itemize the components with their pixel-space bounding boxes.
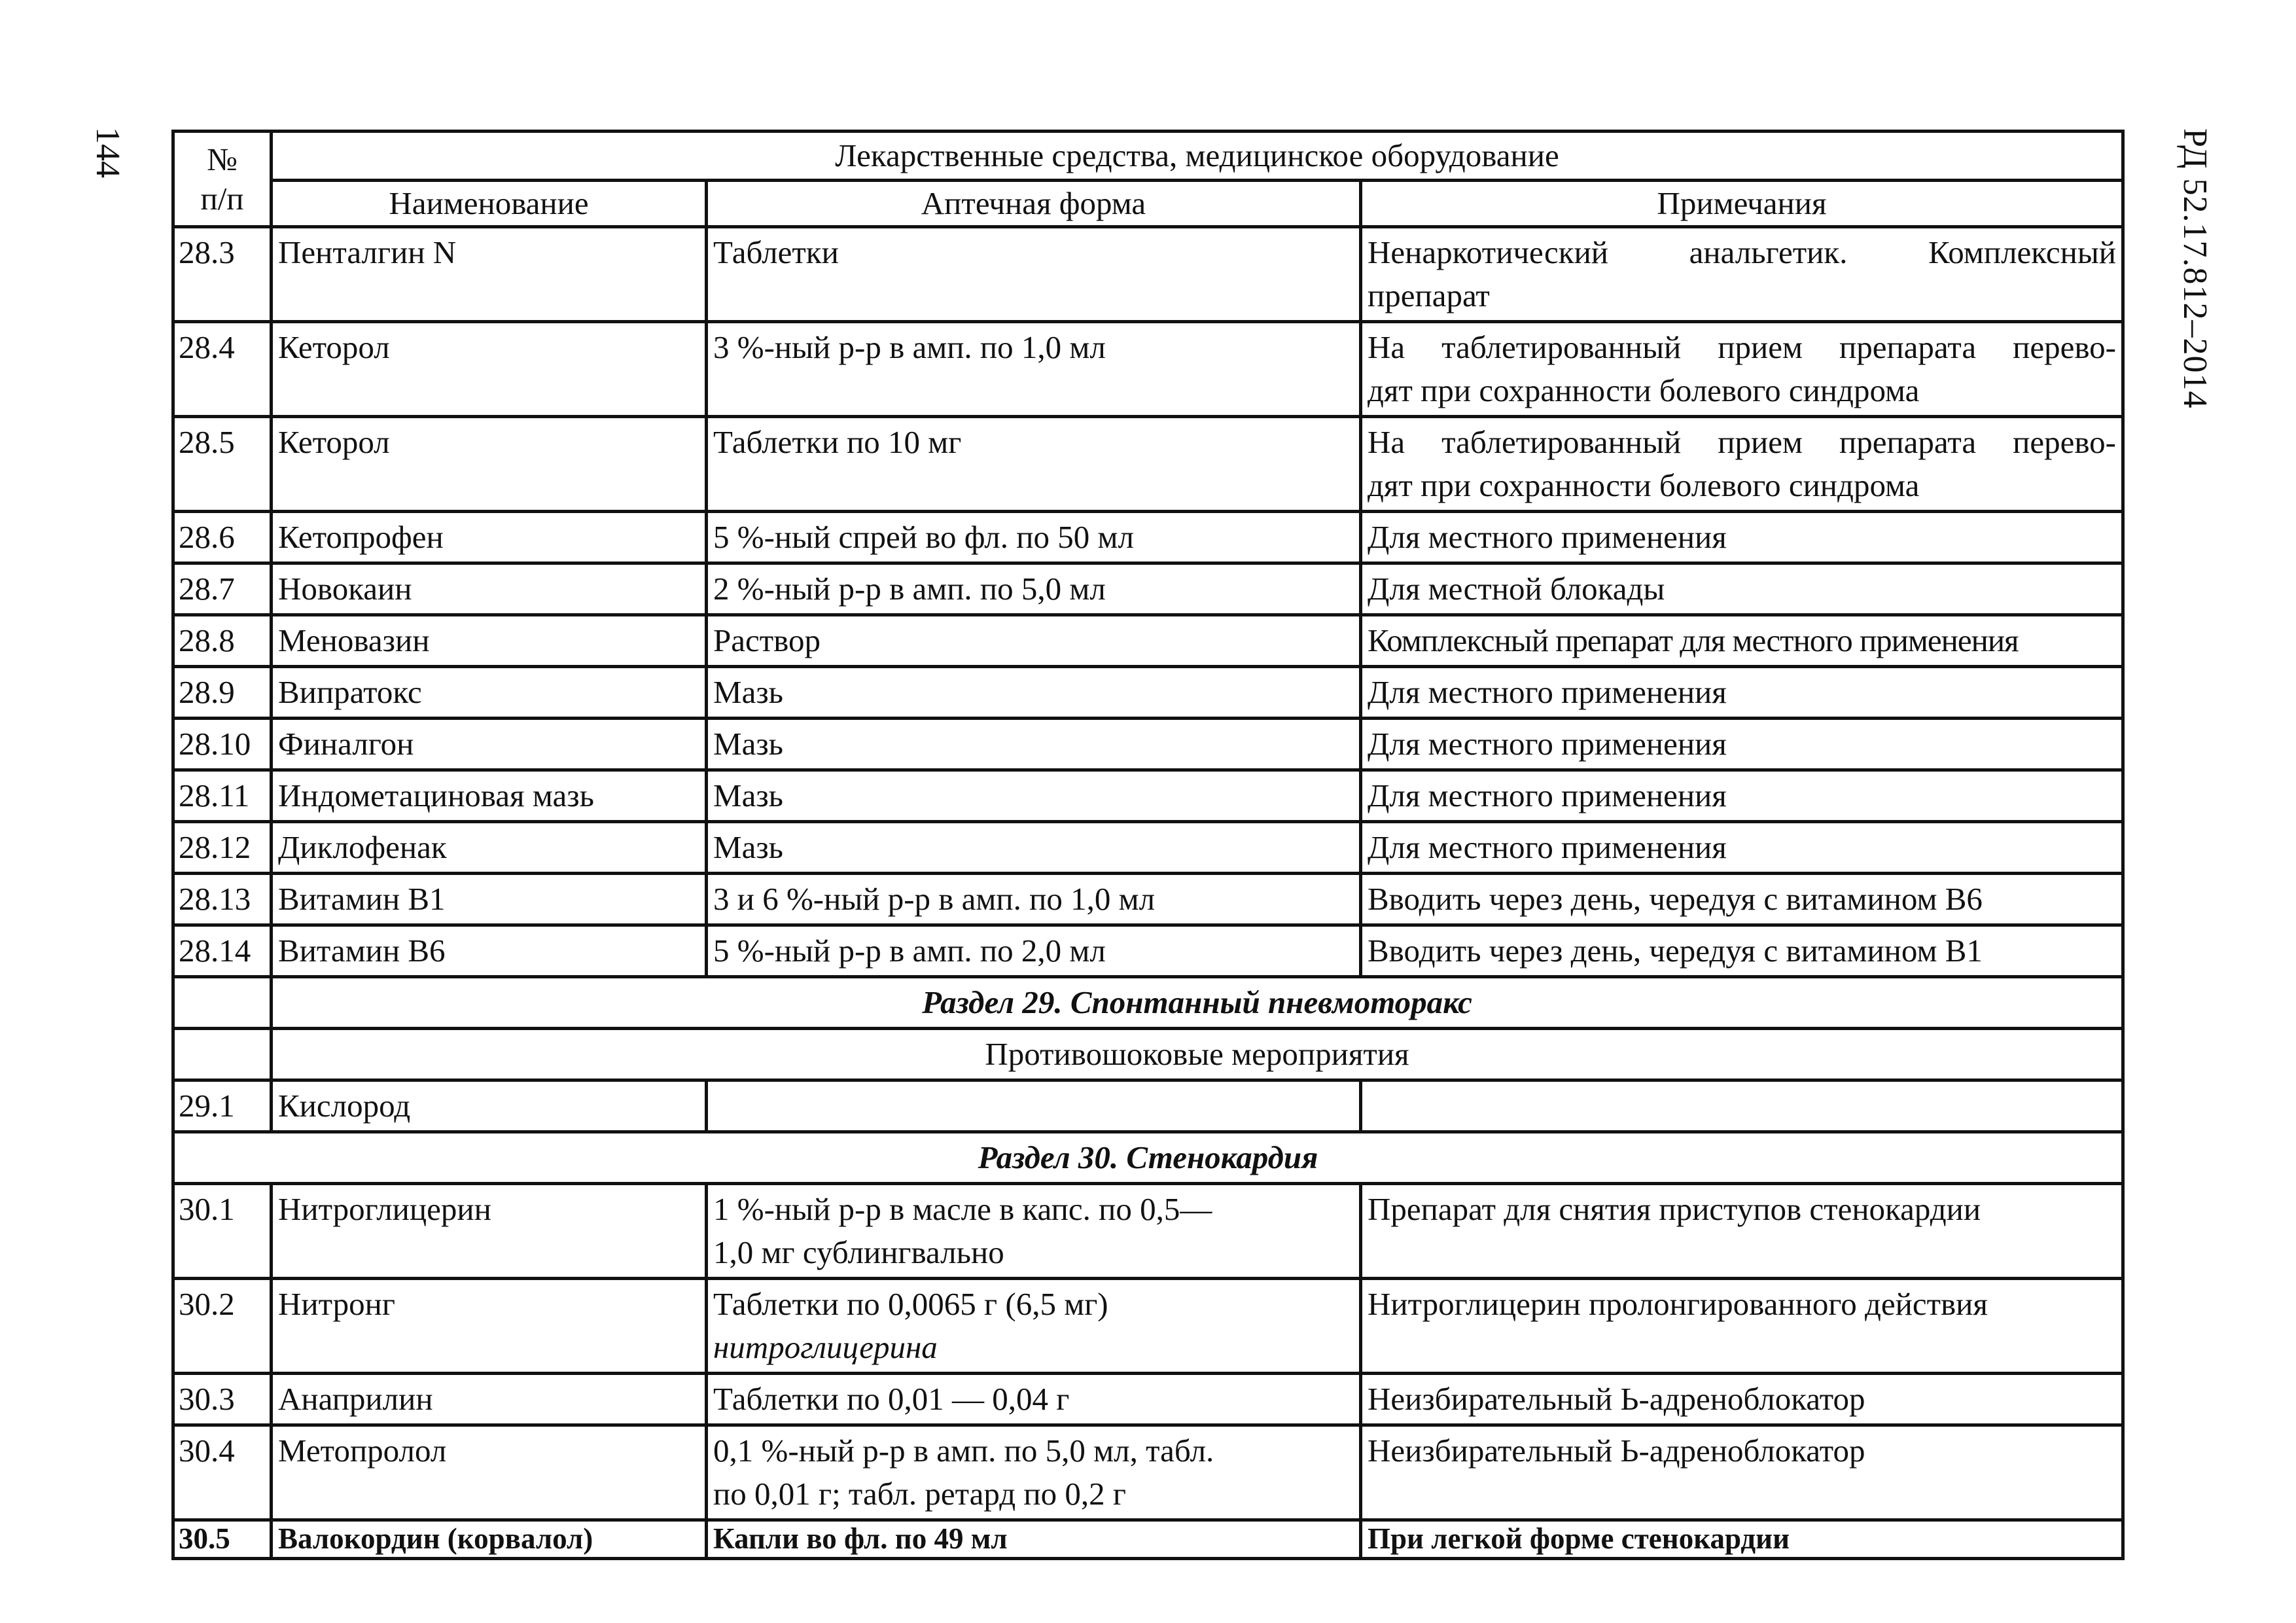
row-form <box>707 1080 1361 1132</box>
row-form: Мазь <box>707 719 1361 770</box>
row-note: Для местного применения <box>1361 719 2123 770</box>
row-form: Таблетки по 10 мг <box>707 417 1361 512</box>
header-number-line2: п/п <box>200 180 244 217</box>
row-form: Капли во фл. по 49 мл <box>707 1520 1361 1559</box>
row-name: Кеторол <box>272 322 707 417</box>
row-number: 30.5 <box>173 1520 272 1559</box>
section-30-title: Раздел 30. Стенокардия <box>173 1132 2123 1184</box>
row-note: Вводить через день, чередуя с витамином В6 <box>1361 874 2123 925</box>
row-number: 29.1 <box>173 1080 272 1132</box>
row-number: 28.3 <box>173 227 272 322</box>
row-number: 30.2 <box>173 1279 272 1374</box>
section-30-row <box>173 1132 2123 1184</box>
row-name: Новокаин <box>272 563 707 615</box>
row-number: 30.4 <box>173 1425 272 1520</box>
page-number: 144 <box>89 127 126 178</box>
row-name: Пенталгин N <box>272 227 707 322</box>
row-note: Комплексный препарат для местного применения <box>1361 615 2123 667</box>
row-name: Витамин B1 <box>272 874 707 925</box>
medicines-table <box>171 130 2125 1560</box>
row-form: Мазь <box>707 667 1361 719</box>
row-note: Для местного применения <box>1361 667 2123 719</box>
table-row <box>173 615 2123 667</box>
header-notes: Примечания <box>1361 181 2123 227</box>
row-form-line1: Таблетки по 0,0065 г (6,5 мг) <box>713 1286 1108 1322</box>
row-number: 28.11 <box>173 770 272 822</box>
header-number <box>173 132 272 227</box>
table-row <box>173 563 2123 615</box>
row-name: Индометациновая мазь <box>272 770 707 822</box>
row-note-line1: На таблетированный прием препарата перево- <box>1368 329 2116 365</box>
row-form: Таблетки <box>707 227 1361 322</box>
section-29-subtitle: Противошоковые мероприятия <box>272 1029 2123 1080</box>
row-name: Випратокс <box>272 667 707 719</box>
row-form <box>707 1184 1361 1279</box>
table-row <box>173 874 2123 925</box>
header-name: Наименование <box>272 181 707 227</box>
row-number: 28.10 <box>173 719 272 770</box>
table-row <box>173 1080 2123 1132</box>
row-name: Диклофенак <box>272 822 707 874</box>
row-note: При легкой форме стенокардии <box>1361 1520 2123 1559</box>
section-29-row <box>173 977 2123 1029</box>
row-name: Валокордин (корвалол) <box>272 1520 707 1559</box>
table-row <box>173 322 2123 417</box>
row-form-line2: по 0,01 г; табл. ретард по 0,2 г <box>713 1476 1126 1512</box>
row-note-line2: дят при сохранности болевого синдрома <box>1368 372 1920 408</box>
row-form-line2: нитроглицерина <box>713 1329 938 1365</box>
row-number: 30.1 <box>173 1184 272 1279</box>
table-row <box>173 1279 2123 1374</box>
row-number: 28.4 <box>173 322 272 417</box>
table-row <box>173 822 2123 874</box>
table-row <box>173 417 2123 512</box>
row-note <box>1361 227 2123 322</box>
row-note <box>1361 417 2123 512</box>
table-row <box>173 1425 2123 1520</box>
row-number: 28.14 <box>173 925 272 977</box>
row-name: Витамин В6 <box>272 925 707 977</box>
row-number: 28.9 <box>173 667 272 719</box>
row-note: Нитроглицерин пролонгированного действия <box>1361 1279 2123 1374</box>
row-name: Финалгон <box>272 719 707 770</box>
row-note-line2: дят при сохранности болевого синдрома <box>1368 467 1920 503</box>
row-note <box>1361 1080 2123 1132</box>
row-form: 5 %-ный спрей во фл. по 50 мл <box>707 512 1361 563</box>
table-row <box>173 227 2123 322</box>
table-row <box>173 512 2123 563</box>
section-29-sub-row <box>173 1029 2123 1080</box>
row-name: Кислород <box>272 1080 707 1132</box>
empty-cell <box>173 1029 272 1080</box>
row-form: 3 и 6 %-ный р-р в амп. по 1,0 мл <box>707 874 1361 925</box>
row-number: 28.5 <box>173 417 272 512</box>
row-form: Мазь <box>707 822 1361 874</box>
row-number: 28.7 <box>173 563 272 615</box>
document-code: РД 52.17.812–2014 <box>2176 128 2214 409</box>
row-number: 28.12 <box>173 822 272 874</box>
row-note <box>1361 322 2123 417</box>
row-name: Нитроглицерин <box>272 1184 707 1279</box>
row-note: Для местной блокады <box>1361 563 2123 615</box>
table-row <box>173 770 2123 822</box>
row-note: Для местного применения <box>1361 512 2123 563</box>
row-name: Кеторол <box>272 417 707 512</box>
row-note-line2: препарат <box>1368 277 1490 313</box>
table-row <box>173 1184 2123 1279</box>
table-row <box>173 1520 2123 1559</box>
table-row <box>173 925 2123 977</box>
row-form-line1: 1 %-ный р-р в масле в капс. по 0,5— <box>713 1191 1212 1227</box>
table-row <box>173 1374 2123 1425</box>
row-form <box>707 1279 1361 1374</box>
row-form: Таблетки по 0,01 — 0,04 г <box>707 1374 1361 1425</box>
row-form-line1: 0,1 %-ный р-р в амп. по 5,0 мл, табл. <box>713 1433 1214 1469</box>
row-number: 28.13 <box>173 874 272 925</box>
row-form: Раствор <box>707 615 1361 667</box>
row-name: Меновазин <box>272 615 707 667</box>
row-note: Для местного применения <box>1361 822 2123 874</box>
row-form-line2: 1,0 мг сублингвально <box>713 1234 1004 1270</box>
row-number: 28.6 <box>173 512 272 563</box>
row-number: 28.8 <box>173 615 272 667</box>
header-group: Лекарственные средства, медицинское оборудование <box>272 132 2123 181</box>
row-note: Для местного применения <box>1361 770 2123 822</box>
row-form: 3 %-ный р-р в амп. по 1,0 мл <box>707 322 1361 417</box>
row-name: Кетопрофен <box>272 512 707 563</box>
row-form: 5 %-ный р-р в амп. по 2,0 мл <box>707 925 1361 977</box>
row-form <box>707 1425 1361 1520</box>
row-note: Неизбирательный Ь-адреноблокатор <box>1361 1425 2123 1520</box>
row-note: Неизбирательный Ь-адреноблокатор <box>1361 1374 2123 1425</box>
table-row <box>173 667 2123 719</box>
table-row <box>173 719 2123 770</box>
row-note-line1: На таблетированный прием препарата перево- <box>1368 424 2116 460</box>
row-note-line1: Ненаркотический анальгетик. Комплексный <box>1368 234 2116 270</box>
empty-cell <box>173 977 272 1029</box>
row-note: Препарат для снятия приступов стенокардии <box>1361 1184 2123 1279</box>
section-29-title: Раздел 29. Спонтанный пневмоторакс <box>272 977 2123 1029</box>
header-form: Аптечная форма <box>707 181 1361 227</box>
row-number: 30.3 <box>173 1374 272 1425</box>
row-name: Нитронг <box>272 1279 707 1374</box>
header-number-line1: № <box>207 141 238 177</box>
row-name: Метопролол <box>272 1425 707 1520</box>
row-form: 2 %-ный р-р в амп. по 5,0 мл <box>707 563 1361 615</box>
row-form: Мазь <box>707 770 1361 822</box>
row-note: Вводить через день, чередуя с витамином В1 <box>1361 925 2123 977</box>
row-name: Анаприлин <box>272 1374 707 1425</box>
